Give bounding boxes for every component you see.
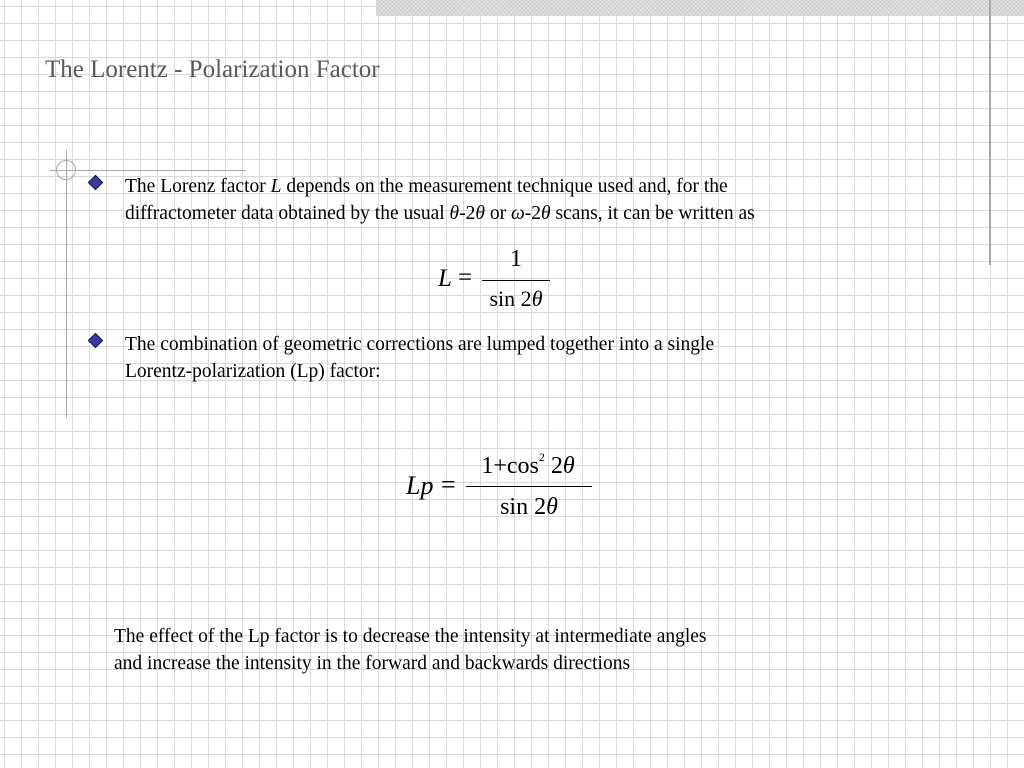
bullet-text	[125, 331, 965, 385]
bullet-line: diffractometer data obtained by the usual θ-2θ or ω-2θ scans, it can be written as	[125, 203, 755, 224]
diamond-bullet-icon	[88, 333, 104, 349]
conclusion-line: and increase the intensity in the forward and backwards directions	[114, 653, 631, 674]
formula-denominator: sin 2θ	[489, 286, 543, 311]
formula-numerator: $1+\cos^2$ 2θ	[481, 450, 575, 479]
lp-formula	[398, 448, 598, 530]
slide-title: The Lorentz - Polarization Factor	[45, 56, 380, 83]
decorative-top-strip	[376, 0, 1024, 16]
formula-equals: =	[441, 470, 456, 499]
diamond-bullet-icon	[88, 175, 104, 191]
fraction-bar	[482, 280, 550, 281]
conclusion-line: The effect of the Lp factor is to decrease the intensity at intermediate angles	[114, 626, 707, 647]
decorative-left-vertical-line	[66, 150, 67, 418]
lorenz-formula	[430, 246, 570, 318]
decorative-left-horizontal-line	[50, 170, 246, 171]
formula-equals: =	[458, 264, 473, 291]
formula-denominator: sin 2θ	[500, 494, 558, 520]
bullet-text	[125, 173, 965, 227]
formula-numerator: 1	[510, 246, 522, 272]
formula-lhs: L	[438, 265, 452, 292]
bullet-line: The combination of geometric corrections are lumped together into a single	[125, 334, 715, 355]
conclusion-text	[114, 623, 974, 677]
crosshair-circle-icon	[56, 160, 76, 180]
decorative-right-line	[989, 0, 991, 265]
formula-lhs: Lp	[406, 471, 434, 500]
bullet-line: The Lorenz factor L depends on the measurement technique used and, for the	[125, 176, 728, 197]
bullet-line: Lorentz-polarization (Lp) factor:	[125, 361, 381, 382]
fraction-bar	[466, 486, 592, 487]
